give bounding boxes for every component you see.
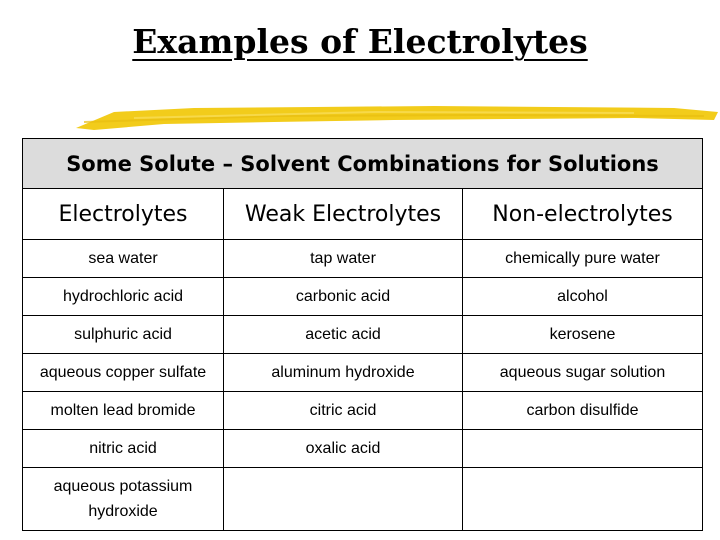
table-cell: molten lead bromide — [23, 392, 224, 430]
table-row — [23, 468, 703, 531]
table-cell — [224, 468, 463, 531]
table-cell — [463, 430, 703, 468]
header-weak-electrolytes: Weak Electrolytes — [224, 189, 463, 240]
table-caption: Some Solute – Solvent Combinations for Solutions — [23, 139, 703, 189]
slide-title: Examples of Electrolytes — [132, 22, 588, 61]
table-row — [23, 354, 703, 392]
table-cell: sulphuric acid — [23, 316, 224, 354]
table-cell: carbon disulfide — [463, 392, 703, 430]
table-cell: aqueous copper sulfate — [23, 354, 224, 392]
table-cell: aluminum hydroxide — [224, 354, 463, 392]
table-cell — [463, 468, 703, 531]
table-cell: citric acid — [224, 392, 463, 430]
table-cell: hydrochloric acid — [23, 278, 224, 316]
table-row — [23, 316, 703, 354]
header-non-electrolytes: Non-electrolytes — [463, 189, 703, 240]
table-cell: aqueous sugar solution — [463, 354, 703, 392]
table-row — [23, 392, 703, 430]
table-cell: aqueous potassium hydroxide — [23, 468, 224, 531]
table-row — [23, 430, 703, 468]
table-cell: kerosene — [463, 316, 703, 354]
solutions-table — [22, 138, 703, 531]
table-cell: oxalic acid — [224, 430, 463, 468]
table-cell: acetic acid — [224, 316, 463, 354]
table-cell: carbonic acid — [224, 278, 463, 316]
header-electrolytes: Electrolytes — [23, 189, 224, 240]
table-cell: sea water — [23, 240, 224, 278]
table-cell: chemically pure water — [463, 240, 703, 278]
table-cell: alcohol — [463, 278, 703, 316]
table-row — [23, 278, 703, 316]
table-cell: tap water — [224, 240, 463, 278]
table-cell: nitric acid — [23, 430, 224, 468]
highlighter-stroke — [74, 98, 720, 134]
table-row — [23, 240, 703, 278]
